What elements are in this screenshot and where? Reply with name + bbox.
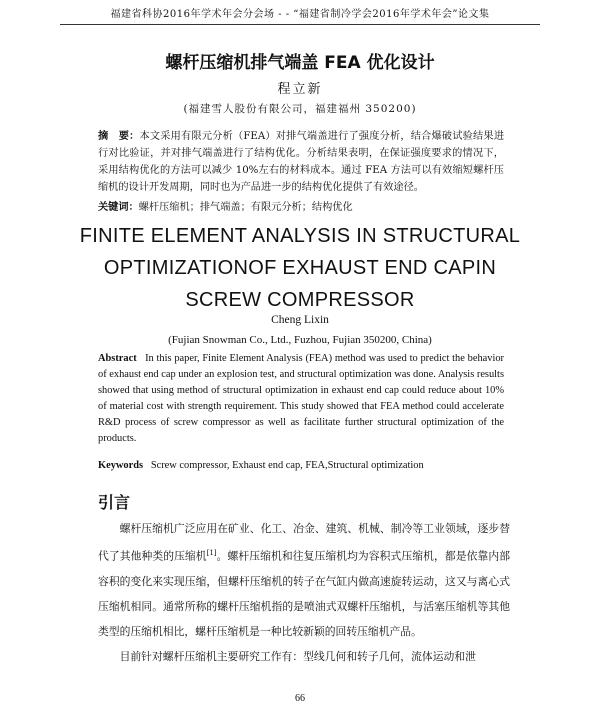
english-author: Cheng Lixin bbox=[271, 314, 329, 326]
paragraph-text: 螺杆压缩机广泛应用在矿业、化工、冶金、建筑、机械、制冷等工业领域，逐步替代了其他种类的压缩机 bbox=[98, 522, 510, 563]
paragraph-text: 。螺杆压缩机和往复压缩机均为容积式压缩机，都是依靠内部容积的变化来实现压缩，但螺杆压缩机的转子在气缸内做高速旋转运动，这又与离心式压缩机相同。通常所称的螺杆压缩机指的是喷油式双螺杆压缩机，与活塞压缩机等其他类型的压缩机相比，螺杆压缩机是一种比较新颖的回转压缩机产品。 bbox=[98, 549, 510, 638]
english-abstract-label: Abstract bbox=[98, 353, 137, 364]
english-keywords-label: Keywords bbox=[98, 460, 144, 471]
running-header: 福建省科协2016年学术年会分会场 - - “福建省制冷学会2016年学术年会”论文集 bbox=[60, 8, 540, 25]
body-text bbox=[98, 516, 510, 669]
english-affiliation: (Fujian Snowman Co., Ltd., Fuzhou, Fujian 350200, China) bbox=[168, 334, 432, 346]
chinese-author: 程立新 bbox=[277, 82, 323, 97]
english-keywords bbox=[98, 458, 504, 474]
english-title-line: OPTIMIZATIONOF EXHAUST END CAPIN bbox=[103, 257, 497, 279]
citation-ref: [1] bbox=[206, 549, 217, 557]
chinese-abstract-label: 摘 要： bbox=[98, 131, 140, 142]
body-paragraph: 目前针对螺杆压缩机主要研究工作有：型线几何和转子几何，流体运动和泄 bbox=[119, 649, 476, 663]
body-paragraph bbox=[98, 516, 510, 644]
english-title bbox=[70, 220, 530, 316]
chinese-title: 螺杆压缩机排气端盖 FEA 优化设计 bbox=[165, 53, 435, 73]
chinese-abstract-text: 本文采用有限元分析（FEA）对排气端盖进行了强度分析，结合爆破试验结果进行对比验证，并对排气端盖进行了结构优化。分析结果表明，在保证强度要求的情况下，采用结构优化的方法可以减少 10%左右的材料成本。通过 FEA 方法可以有效缩短螺杆压缩机的设计开发周期，同时也为产品进一步的结构优化提供了有效途径。 bbox=[98, 131, 505, 193]
chinese-affiliation: (福建雪人股份有限公司，福建福州 350200) bbox=[183, 103, 417, 115]
english-abstract-text: In this paper, Finite Element Analysis (FEA) method was used to predict the behavior of exhaust end cap under an explosion test, and structural optimization was done. Analysis results showed that using method of structural optimization in exhaust end cap could reduce about 10% of material cost with strength requirement. This study showed that FEA method could accelerate R&D process of screw compressor as well as facilitate further structural optimization of the products. bbox=[98, 353, 504, 444]
section-heading: 引言 bbox=[98, 493, 131, 512]
english-title-line: FINITE ELEMENT ANALYSIS IN STRUCTURAL bbox=[79, 225, 521, 247]
chinese-keywords bbox=[98, 200, 504, 216]
chinese-keywords-label: 关键词： bbox=[98, 202, 139, 213]
chinese-abstract bbox=[98, 128, 504, 196]
english-title-line: SCREW COMPRESSOR bbox=[185, 289, 415, 311]
english-keywords-text: Screw compressor, Exhaust end cap, FEA,Structural optimization bbox=[150, 460, 424, 471]
english-abstract bbox=[98, 351, 504, 447]
page-number: 66 bbox=[295, 693, 305, 704]
chinese-keywords-text: 螺杆压缩机；排气端盖；有限元分析；结构优化 bbox=[138, 202, 353, 213]
